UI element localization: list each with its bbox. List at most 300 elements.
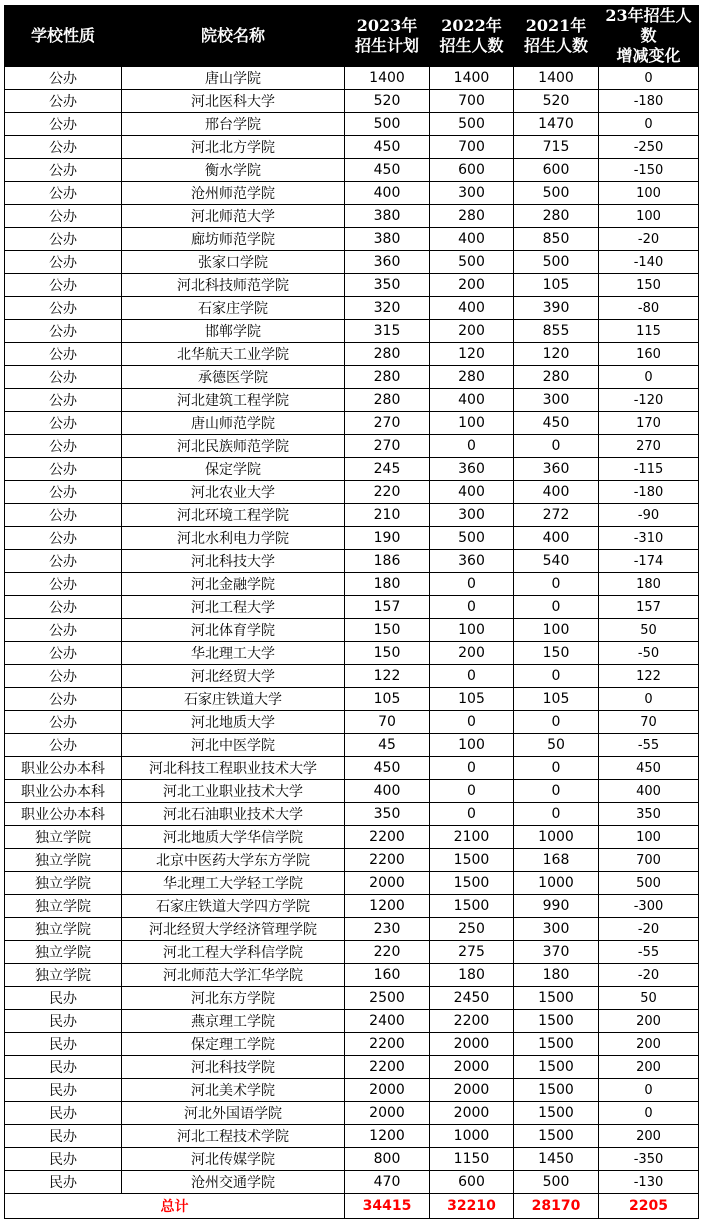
- school-type-cell: 公办: [5, 619, 122, 642]
- school-type-cell: 公办: [5, 481, 122, 504]
- school-name-cell: 河北中医学院: [122, 734, 345, 757]
- school-name-cell: 河北环境工程学院: [122, 504, 345, 527]
- count-2022-cell: 105: [430, 688, 514, 711]
- count-2022-cell: 1000: [430, 1125, 514, 1148]
- school-name-cell: 燕京理工学院: [122, 1010, 345, 1033]
- count-2022-cell: 280: [430, 366, 514, 389]
- plan-2023-cell: 450: [345, 159, 430, 182]
- count-2021-cell: 1400: [514, 67, 599, 90]
- table-row: [5, 159, 699, 182]
- school-name-cell: 河北科技师范学院: [122, 274, 345, 297]
- school-name-cell: 河北经贸大学经济管理学院: [122, 918, 345, 941]
- count-2022-cell: 700: [430, 90, 514, 113]
- school-type-cell: 公办: [5, 734, 122, 757]
- school-type-cell: 公办: [5, 596, 122, 619]
- total-count-2022: 32210: [430, 1194, 514, 1219]
- table-row: [5, 504, 699, 527]
- plan-2023-cell: 122: [345, 665, 430, 688]
- count-2022-cell: 200: [430, 274, 514, 297]
- count-2021-cell: 500: [514, 1171, 599, 1194]
- count-2022-cell: 250: [430, 918, 514, 941]
- table-row: [5, 918, 699, 941]
- count-2022-cell: 100: [430, 619, 514, 642]
- plan-2023-cell: 180: [345, 573, 430, 596]
- count-2021-cell: 990: [514, 895, 599, 918]
- plan-2023-cell: 186: [345, 550, 430, 573]
- change-23-cell: 115: [599, 320, 699, 343]
- count-2021-cell: 50: [514, 734, 599, 757]
- plan-2023-cell: 360: [345, 251, 430, 274]
- count-2022-cell: 120: [430, 343, 514, 366]
- count-2022-cell: 2000: [430, 1102, 514, 1125]
- school-name-cell: 河北师范大学: [122, 205, 345, 228]
- school-name-cell: 邯郸学院: [122, 320, 345, 343]
- school-name-cell: 河北工程大学: [122, 596, 345, 619]
- count-2022-cell: 0: [430, 665, 514, 688]
- table-row: [5, 688, 699, 711]
- change-23-cell: 200: [599, 1033, 699, 1056]
- count-2022-cell: 280: [430, 205, 514, 228]
- school-type-cell: 公办: [5, 159, 122, 182]
- school-name-cell: 保定学院: [122, 458, 345, 481]
- count-2022-cell: 500: [430, 251, 514, 274]
- table-row: [5, 67, 699, 90]
- school-name-cell: 河北医科大学: [122, 90, 345, 113]
- table-row: [5, 1033, 699, 1056]
- count-2021-cell: 600: [514, 159, 599, 182]
- school-name-cell: 邢台学院: [122, 113, 345, 136]
- change-23-cell: 200: [599, 1125, 699, 1148]
- count-2021-cell: 280: [514, 366, 599, 389]
- change-23-cell: 50: [599, 987, 699, 1010]
- header-count-2022: 2022年 招生人数: [430, 6, 514, 67]
- school-name-cell: 河北科技大学: [122, 550, 345, 573]
- table-row: [5, 711, 699, 734]
- school-name-cell: 唐山师范学院: [122, 412, 345, 435]
- header-row: [5, 6, 699, 67]
- school-type-cell: 公办: [5, 665, 122, 688]
- school-type-cell: 公办: [5, 182, 122, 205]
- plan-2023-cell: 2500: [345, 987, 430, 1010]
- school-type-cell: 公办: [5, 113, 122, 136]
- count-2022-cell: 360: [430, 550, 514, 573]
- change-23-cell: 400: [599, 780, 699, 803]
- school-name-cell: 河北工业职业技术大学: [122, 780, 345, 803]
- count-2022-cell: 0: [430, 573, 514, 596]
- table-row: [5, 757, 699, 780]
- plan-2023-cell: 2200: [345, 1033, 430, 1056]
- table-row: [5, 1171, 699, 1194]
- plan-2023-cell: 270: [345, 412, 430, 435]
- school-name-cell: 河北师范大学汇华学院: [122, 964, 345, 987]
- change-23-cell: 270: [599, 435, 699, 458]
- plan-2023-cell: 450: [345, 136, 430, 159]
- school-type-cell: 公办: [5, 228, 122, 251]
- count-2022-cell: 0: [430, 780, 514, 803]
- school-type-cell: 公办: [5, 320, 122, 343]
- count-2021-cell: 520: [514, 90, 599, 113]
- total-label: 总计: [5, 1194, 345, 1219]
- count-2021-cell: 715: [514, 136, 599, 159]
- table-row: [5, 573, 699, 596]
- change-23-cell: 160: [599, 343, 699, 366]
- count-2022-cell: 0: [430, 803, 514, 826]
- count-2021-cell: 1000: [514, 826, 599, 849]
- total-plan-2023: 34415: [345, 1194, 430, 1219]
- change-23-cell: -20: [599, 964, 699, 987]
- count-2021-cell: 0: [514, 573, 599, 596]
- count-2022-cell: 2000: [430, 1079, 514, 1102]
- change-23-cell: -180: [599, 481, 699, 504]
- table-row: [5, 665, 699, 688]
- plan-2023-cell: 2200: [345, 826, 430, 849]
- change-23-cell: -120: [599, 389, 699, 412]
- header-plan-2023: 2023年 招生计划: [345, 6, 430, 67]
- count-2021-cell: 300: [514, 918, 599, 941]
- plan-2023-cell: 220: [345, 481, 430, 504]
- plan-2023-cell: 2000: [345, 1102, 430, 1125]
- count-2021-cell: 1500: [514, 1102, 599, 1125]
- school-type-cell: 公办: [5, 435, 122, 458]
- plan-2023-cell: 520: [345, 90, 430, 113]
- count-2021-cell: 168: [514, 849, 599, 872]
- table-row: [5, 803, 699, 826]
- change-23-cell: -20: [599, 228, 699, 251]
- count-2022-cell: 2450: [430, 987, 514, 1010]
- change-23-cell: -140: [599, 251, 699, 274]
- school-name-cell: 衡水学院: [122, 159, 345, 182]
- school-type-cell: 公办: [5, 573, 122, 596]
- change-23-cell: -250: [599, 136, 699, 159]
- school-type-cell: 民办: [5, 1079, 122, 1102]
- count-2022-cell: 400: [430, 389, 514, 412]
- count-2021-cell: 100: [514, 619, 599, 642]
- table-row: [5, 872, 699, 895]
- school-type-cell: 职业公办本科: [5, 780, 122, 803]
- table-row: [5, 481, 699, 504]
- change-23-cell: 50: [599, 619, 699, 642]
- count-2022-cell: 400: [430, 228, 514, 251]
- header-school-name: 院校名称: [122, 6, 345, 67]
- table-row: [5, 527, 699, 550]
- school-name-cell: 河北美术学院: [122, 1079, 345, 1102]
- count-2022-cell: 1500: [430, 872, 514, 895]
- change-23-cell: -130: [599, 1171, 699, 1194]
- count-2022-cell: 0: [430, 757, 514, 780]
- count-2021-cell: 1500: [514, 1033, 599, 1056]
- header-change-23: 23年招生人数 增减变化: [599, 6, 699, 67]
- plan-2023-cell: 270: [345, 435, 430, 458]
- count-2021-cell: 360: [514, 458, 599, 481]
- school-name-cell: 张家口学院: [122, 251, 345, 274]
- plan-2023-cell: 2200: [345, 1056, 430, 1079]
- change-23-cell: 70: [599, 711, 699, 734]
- school-name-cell: 河北体育学院: [122, 619, 345, 642]
- count-2022-cell: 2100: [430, 826, 514, 849]
- school-type-cell: 公办: [5, 389, 122, 412]
- table-row: [5, 826, 699, 849]
- count-2021-cell: 500: [514, 251, 599, 274]
- plan-2023-cell: 230: [345, 918, 430, 941]
- plan-2023-cell: 150: [345, 642, 430, 665]
- school-name-cell: 北华航天工业学院: [122, 343, 345, 366]
- school-type-cell: 公办: [5, 67, 122, 90]
- table-row: [5, 1148, 699, 1171]
- change-23-cell: -80: [599, 297, 699, 320]
- change-23-cell: -55: [599, 734, 699, 757]
- plan-2023-cell: 1200: [345, 1125, 430, 1148]
- school-type-cell: 独立学院: [5, 964, 122, 987]
- plan-2023-cell: 1400: [345, 67, 430, 90]
- count-2022-cell: 200: [430, 642, 514, 665]
- count-2021-cell: 500: [514, 182, 599, 205]
- plan-2023-cell: 350: [345, 274, 430, 297]
- count-2022-cell: 500: [430, 527, 514, 550]
- school-type-cell: 民办: [5, 1056, 122, 1079]
- plan-2023-cell: 320: [345, 297, 430, 320]
- count-2021-cell: 0: [514, 757, 599, 780]
- count-2022-cell: 360: [430, 458, 514, 481]
- school-type-cell: 公办: [5, 251, 122, 274]
- school-type-cell: 民办: [5, 987, 122, 1010]
- plan-2023-cell: 105: [345, 688, 430, 711]
- plan-2023-cell: 400: [345, 780, 430, 803]
- school-name-cell: 河北水利电力学院: [122, 527, 345, 550]
- school-name-cell: 廊坊师范学院: [122, 228, 345, 251]
- change-23-cell: -90: [599, 504, 699, 527]
- count-2021-cell: 150: [514, 642, 599, 665]
- plan-2023-cell: 470: [345, 1171, 430, 1194]
- table-row: [5, 136, 699, 159]
- school-type-cell: 民办: [5, 1171, 122, 1194]
- change-23-cell: -55: [599, 941, 699, 964]
- school-type-cell: 公办: [5, 90, 122, 113]
- table-row: [5, 389, 699, 412]
- school-type-cell: 民办: [5, 1148, 122, 1171]
- plan-2023-cell: 280: [345, 366, 430, 389]
- school-name-cell: 沧州交通学院: [122, 1171, 345, 1194]
- table-row: [5, 941, 699, 964]
- change-23-cell: -180: [599, 90, 699, 113]
- plan-2023-cell: 210: [345, 504, 430, 527]
- count-2022-cell: 1500: [430, 849, 514, 872]
- change-23-cell: 0: [599, 688, 699, 711]
- count-2021-cell: 1500: [514, 1079, 599, 1102]
- total-change-23: 2205: [599, 1194, 699, 1219]
- school-name-cell: 河北工程技术学院: [122, 1125, 345, 1148]
- count-2021-cell: 0: [514, 665, 599, 688]
- table-row: [5, 205, 699, 228]
- table-row: [5, 320, 699, 343]
- school-type-cell: 民办: [5, 1033, 122, 1056]
- school-name-cell: 石家庄铁道大学: [122, 688, 345, 711]
- count-2022-cell: 2000: [430, 1033, 514, 1056]
- school-type-cell: 公办: [5, 274, 122, 297]
- school-name-cell: 河北外国语学院: [122, 1102, 345, 1125]
- count-2021-cell: 280: [514, 205, 599, 228]
- count-2022-cell: 600: [430, 1171, 514, 1194]
- school-name-cell: 河北科技学院: [122, 1056, 345, 1079]
- count-2021-cell: 105: [514, 688, 599, 711]
- count-2021-cell: 1450: [514, 1148, 599, 1171]
- plan-2023-cell: 190: [345, 527, 430, 550]
- school-type-cell: 公办: [5, 343, 122, 366]
- table-row: [5, 90, 699, 113]
- school-type-cell: 独立学院: [5, 872, 122, 895]
- plan-2023-cell: 150: [345, 619, 430, 642]
- change-23-cell: 0: [599, 113, 699, 136]
- plan-2023-cell: 245: [345, 458, 430, 481]
- count-2022-cell: 300: [430, 182, 514, 205]
- school-type-cell: 公办: [5, 458, 122, 481]
- plan-2023-cell: 280: [345, 389, 430, 412]
- plan-2023-cell: 220: [345, 941, 430, 964]
- school-type-cell: 公办: [5, 205, 122, 228]
- count-2021-cell: 540: [514, 550, 599, 573]
- school-type-cell: 公办: [5, 711, 122, 734]
- change-23-cell: -310: [599, 527, 699, 550]
- change-23-cell: 157: [599, 596, 699, 619]
- school-type-cell: 职业公办本科: [5, 803, 122, 826]
- table-row: [5, 458, 699, 481]
- school-name-cell: 河北地质大学华信学院: [122, 826, 345, 849]
- change-23-cell: 0: [599, 67, 699, 90]
- count-2021-cell: 450: [514, 412, 599, 435]
- count-2021-cell: 370: [514, 941, 599, 964]
- change-23-cell: 100: [599, 205, 699, 228]
- school-type-cell: 独立学院: [5, 941, 122, 964]
- admissions-table: [4, 5, 699, 1219]
- count-2022-cell: 1400: [430, 67, 514, 90]
- change-23-cell: 170: [599, 412, 699, 435]
- table-row: [5, 297, 699, 320]
- count-2021-cell: 0: [514, 711, 599, 734]
- change-23-cell: 350: [599, 803, 699, 826]
- count-2021-cell: 1500: [514, 1010, 599, 1033]
- change-23-cell: 0: [599, 366, 699, 389]
- plan-2023-cell: 2200: [345, 849, 430, 872]
- total-count-2021: 28170: [514, 1194, 599, 1219]
- school-name-cell: 唐山学院: [122, 67, 345, 90]
- table-row: [5, 596, 699, 619]
- plan-2023-cell: 157: [345, 596, 430, 619]
- plan-2023-cell: 70: [345, 711, 430, 734]
- count-2022-cell: 100: [430, 734, 514, 757]
- table-row: [5, 849, 699, 872]
- change-23-cell: 100: [599, 182, 699, 205]
- school-type-cell: 独立学院: [5, 918, 122, 941]
- school-name-cell: 河北农业大学: [122, 481, 345, 504]
- count-2022-cell: 0: [430, 435, 514, 458]
- school-type-cell: 公办: [5, 642, 122, 665]
- table-row: [5, 274, 699, 297]
- change-23-cell: 700: [599, 849, 699, 872]
- school-type-cell: 公办: [5, 297, 122, 320]
- count-2022-cell: 0: [430, 596, 514, 619]
- plan-2023-cell: 800: [345, 1148, 430, 1171]
- count-2021-cell: 1500: [514, 987, 599, 1010]
- school-name-cell: 石家庄铁道大学四方学院: [122, 895, 345, 918]
- table-row: [5, 1079, 699, 1102]
- school-name-cell: 河北石油职业技术大学: [122, 803, 345, 826]
- change-23-cell: -115: [599, 458, 699, 481]
- plan-2023-cell: 380: [345, 228, 430, 251]
- school-type-cell: 公办: [5, 136, 122, 159]
- change-23-cell: -300: [599, 895, 699, 918]
- table-row: [5, 228, 699, 251]
- change-23-cell: 0: [599, 1079, 699, 1102]
- school-type-cell: 职业公办本科: [5, 757, 122, 780]
- school-name-cell: 华北理工大学: [122, 642, 345, 665]
- school-type-cell: 公办: [5, 366, 122, 389]
- school-name-cell: 河北经贸大学: [122, 665, 345, 688]
- count-2022-cell: 600: [430, 159, 514, 182]
- plan-2023-cell: 2000: [345, 1079, 430, 1102]
- school-name-cell: 保定理工学院: [122, 1033, 345, 1056]
- change-23-cell: 100: [599, 826, 699, 849]
- count-2021-cell: 272: [514, 504, 599, 527]
- plan-2023-cell: 160: [345, 964, 430, 987]
- school-name-cell: 沧州师范学院: [122, 182, 345, 205]
- change-23-cell: 450: [599, 757, 699, 780]
- plan-2023-cell: 1200: [345, 895, 430, 918]
- plan-2023-cell: 400: [345, 182, 430, 205]
- count-2022-cell: 0: [430, 711, 514, 734]
- school-type-cell: 公办: [5, 688, 122, 711]
- plan-2023-cell: 2000: [345, 872, 430, 895]
- school-name-cell: 河北传媒学院: [122, 1148, 345, 1171]
- count-2021-cell: 400: [514, 527, 599, 550]
- count-2022-cell: 100: [430, 412, 514, 435]
- school-name-cell: 河北建筑工程学院: [122, 389, 345, 412]
- table-row: [5, 895, 699, 918]
- school-name-cell: 河北地质大学: [122, 711, 345, 734]
- count-2022-cell: 1500: [430, 895, 514, 918]
- count-2021-cell: 180: [514, 964, 599, 987]
- count-2022-cell: 300: [430, 504, 514, 527]
- table-row: [5, 619, 699, 642]
- change-23-cell: -150: [599, 159, 699, 182]
- school-name-cell: 河北北方学院: [122, 136, 345, 159]
- count-2022-cell: 275: [430, 941, 514, 964]
- count-2022-cell: 1150: [430, 1148, 514, 1171]
- school-type-cell: 公办: [5, 504, 122, 527]
- count-2021-cell: 855: [514, 320, 599, 343]
- table-row: [5, 1010, 699, 1033]
- school-name-cell: 河北科技工程职业技术大学: [122, 757, 345, 780]
- plan-2023-cell: 2400: [345, 1010, 430, 1033]
- table-row: [5, 1125, 699, 1148]
- count-2022-cell: 500: [430, 113, 514, 136]
- table-row: [5, 412, 699, 435]
- plan-2023-cell: 450: [345, 757, 430, 780]
- count-2022-cell: 180: [430, 964, 514, 987]
- header-count-2021: 2021年 招生人数: [514, 6, 599, 67]
- school-type-cell: 民办: [5, 1010, 122, 1033]
- count-2021-cell: 0: [514, 803, 599, 826]
- school-name-cell: 华北理工大学轻工学院: [122, 872, 345, 895]
- table-row: [5, 182, 699, 205]
- table-row: [5, 734, 699, 757]
- school-type-cell: 公办: [5, 550, 122, 573]
- count-2021-cell: 1500: [514, 1125, 599, 1148]
- change-23-cell: -50: [599, 642, 699, 665]
- count-2021-cell: 400: [514, 481, 599, 504]
- table-row: [5, 343, 699, 366]
- count-2021-cell: 850: [514, 228, 599, 251]
- header-school-type: 学校性质: [5, 6, 122, 67]
- count-2022-cell: 700: [430, 136, 514, 159]
